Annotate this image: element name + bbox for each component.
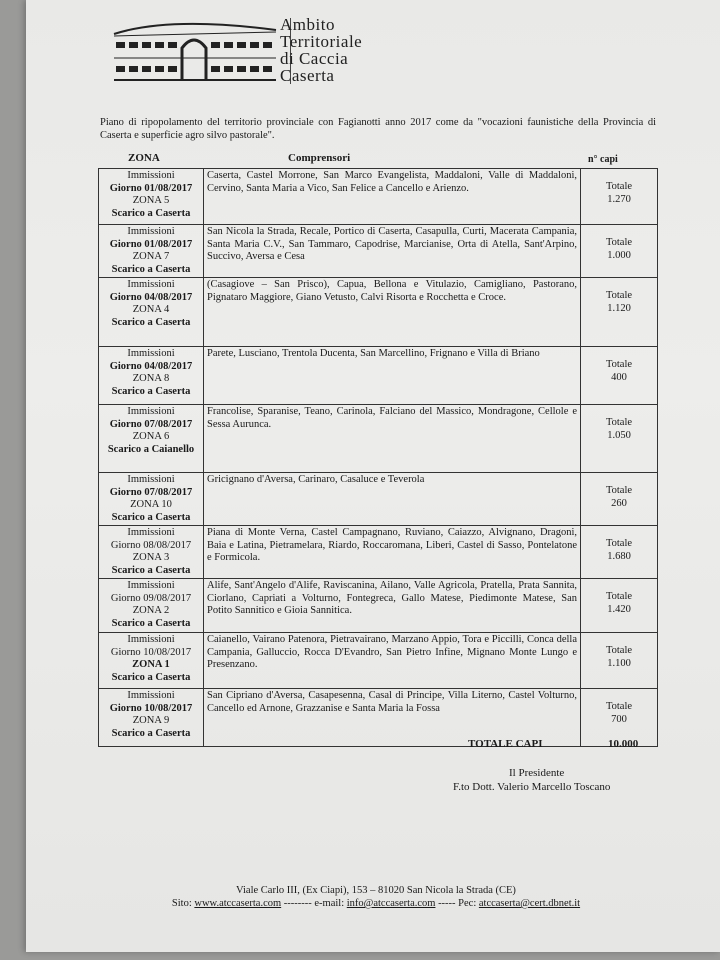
- comprensori-cell: (Casagiove – San Prisco), Capua, Bellona e Vitulazio, Camigliano, Pastorano, Pignataro Maggiore, Giano Vetusto, Calvi Risorta e Rocchetta e Croce.: [204, 278, 581, 347]
- capi-value: 1.420: [607, 603, 631, 615]
- header-capi: n° capi: [588, 154, 618, 165]
- separator: --------: [283, 898, 312, 909]
- footer-contacts: [86, 897, 666, 910]
- zona-cell: [99, 579, 204, 633]
- table-row: [99, 579, 658, 633]
- zona-line: Scarico a Caserta: [111, 727, 191, 739]
- table-row: [99, 278, 658, 347]
- zona-cell: [99, 689, 204, 747]
- signature-title: Il Presidente: [509, 767, 565, 779]
- org-name: [280, 16, 362, 84]
- capi-value: 400: [611, 371, 627, 383]
- pec-label: Pec:: [458, 898, 477, 909]
- comprensori-cell: Alife, Sant'Angelo d'Alife, Raviscanina, Ailano, Valle Agricola, Pratella, Prata Sannita, Ciorlano, Capriati a Volturno, Fontegreca, Gallo Matese, Piedimonte Matese, San Potito Sannitico e Gioia Sannitica.: [204, 579, 581, 633]
- capi-value: 1.270: [607, 193, 631, 205]
- capi-cell: [581, 278, 658, 347]
- capi-cell: [581, 473, 658, 526]
- capi-total-label: Totale: [605, 181, 633, 192]
- zona-line: Scarico a Caserta: [111, 564, 191, 576]
- comprensori-cell: San Cipriano d'Aversa, Casapesenna, Casal di Principe, Villa Literno, Castel Volturno, Cancello ed Arnone, Grazzanise e Santa Maria la Fossa: [204, 689, 581, 747]
- total-value: 10.000: [608, 738, 639, 750]
- intro-paragraph: Piano di ripopolamento del territorio provinciale con Fagianotti anno 2017 come da "vocazioni faunistiche della Provincia di Caserta e superficie agro silvo pastorale".: [100, 117, 656, 141]
- capi-value: 1.100: [607, 657, 631, 669]
- capi-cell: [581, 347, 658, 405]
- comprensori-cell: Parete, Lusciano, Trentola Ducenta, San Marcellino, Frignano e Villa di Briano: [204, 347, 581, 405]
- zona-line: Immissioni: [127, 348, 175, 359]
- zona-line: Immissioni: [127, 406, 175, 417]
- header-comprensori: Comprensori: [288, 152, 351, 164]
- zona-line: Scarico a Caserta: [111, 263, 191, 275]
- zona-cell: [99, 347, 204, 405]
- zona-line: ZONA 3: [132, 552, 170, 563]
- zona-line: ZONA 6: [132, 431, 170, 442]
- zona-line: Immissioni: [127, 690, 175, 701]
- capi-total-label: Totale: [605, 237, 633, 248]
- zona-cell: [99, 169, 204, 225]
- email-label: e-mail:: [314, 898, 345, 909]
- header-zona: ZONA: [128, 152, 160, 164]
- zona-line: Immissioni: [127, 580, 175, 591]
- capi-total-label: Totale: [605, 359, 633, 370]
- capi-cell: [581, 526, 658, 579]
- comprensori-cell: Francolise, Sparanise, Teano, Carinola, Falciano del Massico, Mondragone, Cellole e Sessa Aurunca.: [204, 405, 581, 473]
- capi-cell: [581, 633, 658, 689]
- zona-line: Giorno 01/08/2017: [109, 182, 193, 194]
- atc-logo-icon: [110, 14, 280, 86]
- zona-line: Scarico a Caserta: [111, 671, 191, 683]
- zona-line: ZONA 9: [132, 715, 170, 726]
- comprensori-cell: Caianello, Vairano Patenora, Pietravairano, Marzano Appio, Tora e Piccilli, Conca della Campania, Galluccio, Rocca D'Evandro, San Pietro Infine, Mignano Monte Lungo e Presenzano.: [204, 633, 581, 689]
- signature-name: F.to Dott. Valerio Marcello Toscano: [453, 781, 611, 793]
- separator: -----: [438, 898, 456, 909]
- capi-value: 1.680: [607, 550, 631, 562]
- table-row: [99, 225, 658, 278]
- zona-line: ZONA 10: [130, 499, 172, 510]
- zona-line: ZONA 4: [132, 304, 170, 315]
- capi-value: 700: [611, 713, 627, 725]
- zona-line: Immissioni: [127, 527, 175, 538]
- zona-line: Immissioni: [127, 474, 175, 485]
- zona-line: Giorno 10/08/2017: [109, 702, 193, 714]
- capi-value: 1.000: [607, 249, 631, 261]
- zona-line: Giorno 04/08/2017: [109, 360, 193, 372]
- capi-value: 260: [611, 497, 627, 509]
- zona-line: ZONA 8: [132, 373, 170, 384]
- org-line: Ambito: [280, 15, 335, 34]
- zona-line: ZONA 1: [132, 659, 170, 670]
- zona-line: Scarico a Caserta: [111, 511, 191, 523]
- zona-line: Giorno 10/08/2017: [110, 646, 192, 658]
- releases-table: [98, 168, 658, 747]
- zona-line: ZONA 5: [132, 195, 170, 206]
- zona-cell: [99, 526, 204, 579]
- zona-line: Scarico a Caserta: [111, 617, 191, 629]
- zona-line: Immissioni: [127, 279, 175, 290]
- comprensori-cell: San Nicola la Strada, Recale, Portico di Caserta, Casapulla, Curti, Macerata Campania, Santa Maria C.V., San Tammaro, Capodrise, Marcianise, Orta di Atella, Sant'Arpino, Succivo, Aversa e Cesa: [204, 225, 581, 278]
- org-line: Caserta: [280, 66, 335, 85]
- comprensori-cell: Gricignano d'Aversa, Carinaro, Casaluce e Teverola: [204, 473, 581, 526]
- capi-total-label: Totale: [605, 417, 633, 428]
- footer-address: Viale Carlo III, (Ex Ciapi), 153 – 81020 San Nicola la Strada (CE): [236, 885, 516, 896]
- capi-total-label: Totale: [605, 538, 633, 549]
- zona-line: Scarico a Caserta: [111, 316, 191, 328]
- email-link[interactable]: info@atccaserta.com: [346, 898, 436, 909]
- comprensori-cell: Caserta, Castel Morrone, San Marco Evangelista, Maddaloni, Valle di Maddaloni, Cervino, Santa Maria a Vico, San Felice a Cancello e Arienzo.: [204, 169, 581, 225]
- capi-value: 1.050: [607, 429, 631, 441]
- document-sheet: [26, 0, 720, 952]
- zona-line: Giorno 07/08/2017: [109, 418, 193, 430]
- org-line: Territoriale: [280, 32, 363, 51]
- table-row: [99, 405, 658, 473]
- comprensori-cell: Piana di Monte Verna, Castel Campagnano, Ruviano, Caiazzo, Alvignano, Dragoni, Baia e Latina, Pietramelara, Riardo, Roccaromana, Liberi, Castel di Sasso, Pontelatone e Formicola.: [204, 526, 581, 579]
- zona-cell: [99, 405, 204, 473]
- zona-cell: [99, 473, 204, 526]
- capi-total-label: Totale: [605, 701, 633, 712]
- table-row: [99, 526, 658, 579]
- capi-total-label: Totale: [605, 591, 633, 602]
- footer: [86, 884, 666, 910]
- zona-cell: [99, 225, 204, 278]
- capi-total-label: Totale: [605, 290, 633, 301]
- zona-line: ZONA 2: [132, 605, 170, 616]
- zona-cell: [99, 633, 204, 689]
- total-label: TOTALE CAPI: [468, 738, 543, 750]
- capi-cell: [581, 225, 658, 278]
- zona-line: Giorno 01/08/2017: [109, 238, 193, 250]
- site-label: Sito:: [171, 898, 192, 909]
- capi-total-label: Totale: [605, 645, 633, 656]
- org-line: di Caccia: [280, 49, 349, 68]
- pec-link[interactable]: atccaserta@cert.dbnet.it: [478, 898, 581, 909]
- capi-cell: [581, 169, 658, 225]
- zona-line: ZONA 7: [132, 251, 170, 262]
- signature-block: [453, 766, 610, 794]
- zona-line: Scarico a Caserta: [111, 207, 191, 219]
- capi-value: 1.120: [607, 302, 631, 314]
- site-link[interactable]: www.atccaserta.com: [194, 898, 282, 909]
- zona-line: Scarico a Caserta: [111, 385, 191, 397]
- table-row: [99, 689, 658, 747]
- zona-line: Giorno 04/08/2017: [109, 291, 193, 303]
- zona-line: Immissioni: [127, 226, 175, 237]
- table-row: [99, 633, 658, 689]
- capi-cell: [581, 405, 658, 473]
- capi-total-label: Totale: [605, 485, 633, 496]
- capi-cell: [581, 579, 658, 633]
- zona-line: Scarico a Caianello: [107, 443, 195, 455]
- zona-line: Immissioni: [127, 634, 175, 645]
- zona-cell: [99, 278, 204, 347]
- zona-line: Giorno 07/08/2017: [109, 486, 193, 498]
- table-row: [99, 347, 658, 405]
- table-row: [99, 169, 658, 225]
- zona-line: Immissioni: [127, 170, 175, 181]
- zona-line: Giorno 08/08/2017: [110, 539, 192, 551]
- zona-line: Giorno 09/08/2017: [110, 592, 192, 604]
- table-row: [99, 473, 658, 526]
